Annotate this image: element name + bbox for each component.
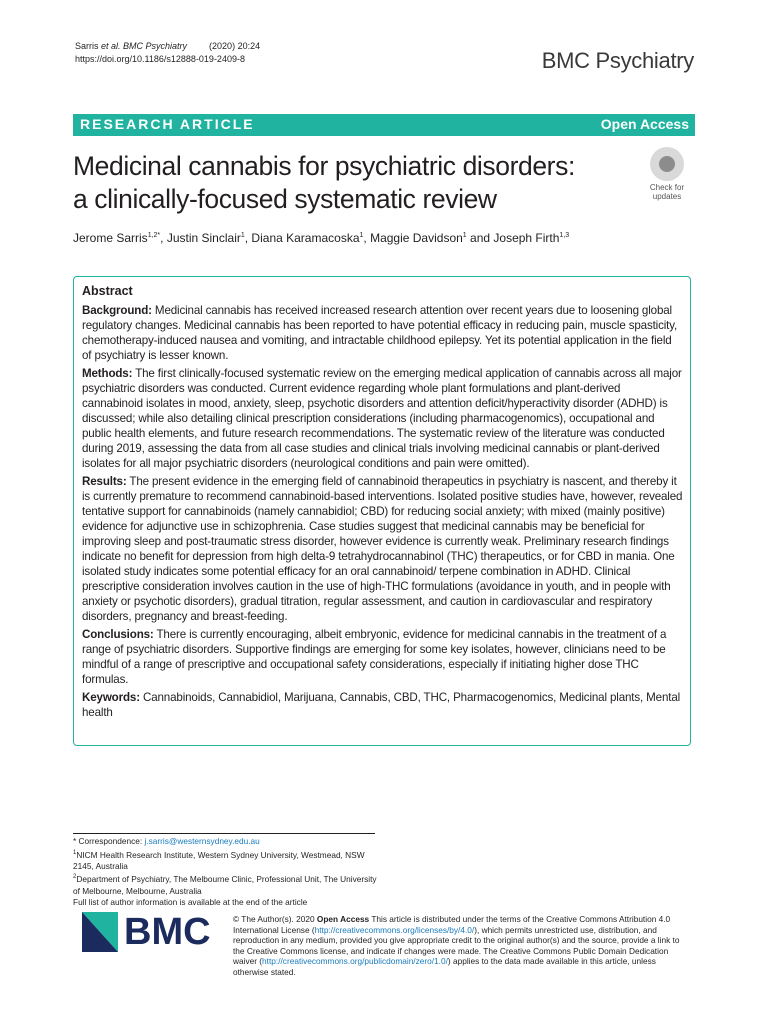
author-affiliation: 1,2* [147, 232, 161, 239]
title-line-2: a clinically-focused systematic review [73, 184, 497, 214]
affiliation-1: $^1$NICM Health Research Institute, Western Sydney University, Westmead, NSW 2145, Australia [73, 849, 365, 871]
license-notice: © The Author(s). 2020 Open Access This article is distributed under the terms of the Creative Commons Attribution 4.0 International License (http://creativecommons.org/licenses/by/4.0/), which permits unrestricted use, distribution, and reproduction in any medium, provided you give appropriate credit to the original author(s) and the source, provide a link to the Creative Commons license, and indicate if changes were made. The Creative Commons Public Domain Dedication waiver (http://creativecommons.org/publicdomain/zero/1.0/) applies to the data made available in this article, unless otherwise stated. [233, 914, 680, 977]
author-affiliation: 1 [462, 232, 467, 239]
correspondence: * Correspondence: j.sarris@westernsydney.edu.au [73, 836, 260, 846]
abstract-heading: Abstract [82, 284, 133, 298]
author-name: Jerome Sarris [73, 231, 148, 245]
open-access-label: Open Access [600, 116, 689, 132]
author-info-note: Full list of author information is available at the end of the article [73, 897, 308, 908]
citation-header [75, 40, 260, 66]
abstract-keywords: Keywords: Cannabinoids, Cannabidiol, Marijuana, Cannabis, CBD, THC, Pharmacogenomics, Medicinal plants, Mental health [82, 691, 681, 719]
abstract-background: Background: Medicinal cannabis has received increased research attention over recent years due to loosening global regulatory changes. Medicinal cannabis has been reported to have potential efficacy in reducing pain, muscle spasticity, chemotherapy-induced nausea and vomiting, and intractable childhood epilepsy. Yet its potential application in the field of psychiatry is lesser known. [82, 304, 678, 362]
author-affiliation: 1 [359, 232, 364, 239]
license-link[interactable]: http://creativecommons.org/licenses/by/4.0/ [314, 924, 475, 935]
check-for-updates-badge[interactable] [644, 147, 690, 201]
abstract-conclusions: Conclusions: There is currently encouraging, albeit embryonic, evidence for medicinal cannabis in the treatment of a range of psychiatric disorders. Supportive findings are emerging for some key isolates, however, clinicians need to be mindful of a range of prescriptive and occupational safety considerations, especially if initiating higher dose THC formulas. [82, 628, 667, 686]
article-title [73, 150, 633, 216]
author-name: and Joseph Firth [466, 231, 560, 245]
public-domain-link[interactable]: http://creativecommons.org/publicdomain/zero/1.0/ [262, 956, 448, 966]
author-affiliation: 1 [240, 232, 245, 239]
article-type-banner [73, 114, 695, 136]
author-name: , Maggie Davidson [363, 231, 463, 245]
journal-name: BMC Psychiatry [541, 48, 694, 73]
author-name: , Justin Sinclair [160, 231, 241, 245]
abstract-methods: Methods: The first clinically-focused systematic review on the emerging medical application of cannabis across all major psychiatric disorders was conducted. Current evidence regarding whole plant formulations and plant-derived cannabinoid isolates in mood, anxiety, sleep, psychotic disorders and attention deficit/hyperactivity disorder (ADHD) is discussed; while also detailing clinical prescription considerations (including pharmacogenomics), occupational and public health elements, and future research recommendations. The systematic review of the literature was conducted during 2019, assessing the data from all case studies and clinical trials involving medicinal cannabis or plant-derived isolates for all major psychiatric disorders (neurological conditions and pain were omitted). [82, 367, 682, 470]
author-list [73, 231, 569, 245]
bmc-logo-mark-icon [82, 912, 118, 952]
footnote-divider [73, 833, 375, 834]
correspondence-email-link[interactable]: j.sarris@westernsydney.edu.au [144, 836, 260, 846]
citation-authors: Sarris [75, 41, 102, 51]
affiliation-2: $^2$Department of Psychiatry, The Melbourne Clinic, Professional Unit, The University of Melbourne, Melbourne, Australia [73, 874, 377, 896]
abstract-box [73, 276, 691, 746]
bmc-logo [82, 912, 216, 952]
title-line-1: Medicinal cannabis for psychiatric disorders: [73, 151, 575, 181]
check-updates-line2: updates [652, 192, 682, 201]
article-type-label: RESEARCH ARTICLE [80, 116, 255, 132]
footnotes [73, 836, 383, 909]
check-updates-icon [650, 147, 684, 181]
citation-year: (2020) 20:24 [209, 41, 261, 51]
author-affiliation: 1,3 [559, 232, 570, 239]
check-updates-line1: Check for [649, 183, 685, 192]
author-name: , Diana Karamacoska [244, 231, 360, 245]
doi-link[interactable]: https://doi.org/10.1186/s12888-019-2409-8 [75, 54, 245, 64]
abstract-results: Results: The present evidence in the emerging field of cannabinoid therapeutics in psychiatry is nascent, and thereby it is currently premature to recommend cannabinoid-based interventions. Isolated positive studies have, however, revealed tentative support for cannabinoids (namely cannabidiol; CBD) for reducing social anxiety; with mixed (mainly positive) evidence for adjunctive use in schizophrenia. Case studies suggest that medicinal cannabis may be beneficial for improving sleep and post-traumatic stress disorder, however evidence is currently weak. Preliminary research findings indicate no benefit for depression from high delta-9 tetrahydrocannabinol (THC) therapeutics, or for CBD in mania. One isolated study indicates some potential efficacy for an oral cannabinoid/ terpene combination in ADHD. Clinical prescriptive consideration involves caution in the use of high-THC formulations (avoidance in youth, and in people with anxiety or psychotic disorders), gradual titration, regular assessment, and caution in cardiovascular and respiratory disorders, pregnancy and breast-feeding. [82, 475, 683, 623]
citation-journal: et al. BMC Psychiatry [101, 41, 188, 51]
bmc-logo-text: BMC [124, 911, 211, 953]
